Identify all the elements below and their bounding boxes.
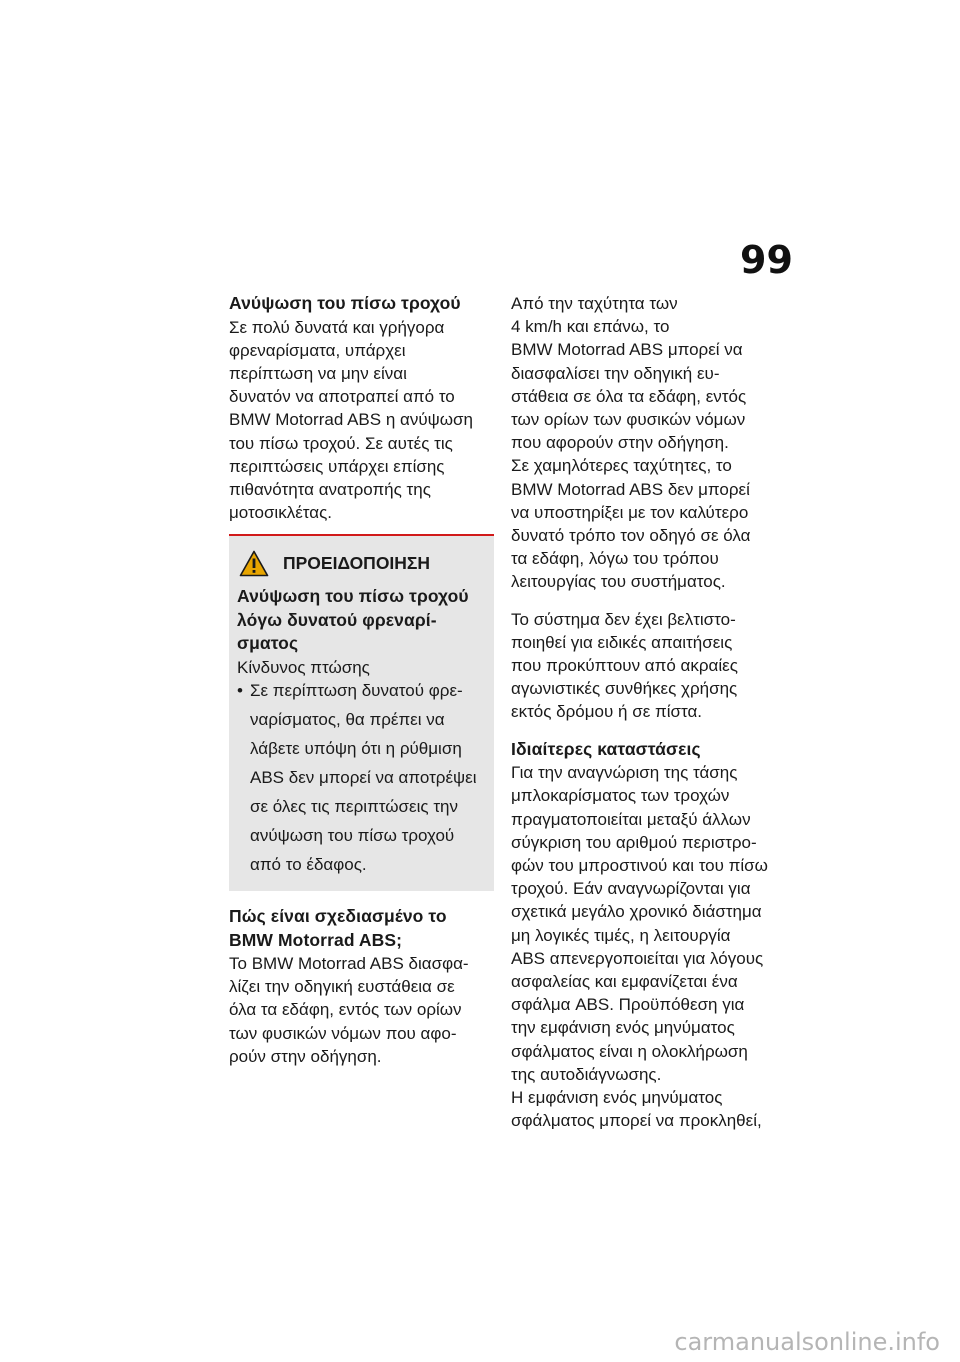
warning-heading: Ανύψωση του πίσω τροχού λόγω δυνατού φρεναρί- σματος — [237, 586, 469, 654]
warning-title: ΠΡΟΕΙΔΟΠΟΙΗΣΗ — [283, 553, 431, 574]
section-body-rear-wheel-lift: Σε πολύ δυνατά και γρήγορα φρεναρίσματα, υπάρχει περίπτωση να μην είναι δυνατόν να αποτραπεί από το BMW Motorrad ABS η ανύψωση του πίσω τροχού. Σε αυτές τις περιπτώσεις υπάρχει επίσης πιθανότητα ανατροπής της μοτοσικλέτας. — [229, 317, 473, 523]
right-column — [511, 292, 786, 1132]
warning-box — [229, 536, 494, 891]
warning-subheading: Κίνδυνος πτώσης — [237, 657, 370, 677]
section-heading-special-situations: Ιδιαίτερες καταστάσεις — [511, 738, 701, 759]
footer-watermark: carmanualsonline.info — [674, 1328, 940, 1356]
paragraph-speed-range: Από την ταχύτητα των 4 km/h και επάνω, το BMW Motorrad ABS μπορεί να διασφαλίσει την οδηγική ευ- στάθεια σε όλα τα εδάφη, εντός των ορίων των φυσικών νόμων που αφορούν στην οδήγηση. Σε χαμηλότερες ταχύτητες, το BMW Motorrad ABS δεν μπορεί να υποστηρίξει με τον καλύτερο δυνατό τρόπο τον οδηγό σε όλα τα εδάφη, λόγω του τρόπου λειτουργίας του συστήματος. — [511, 294, 751, 592]
section-body-abs-design: Το BMW Motorrad ABS διασφα- λίζει την οδηγική ευστάθεια σε όλα τα εδάφη, εντός των ορίων των φυσικών νόμων που αφο- ρούν στην οδήγηση. — [229, 954, 469, 1066]
page-number: 99 — [740, 238, 793, 282]
warning-triangle-icon — [239, 550, 269, 577]
bullet-icon: • — [237, 681, 243, 701]
paragraph-racing-conditions: Το σύστημα δεν έχει βελτιστο- ποιηθεί για ειδικές απαιτήσεις που προκύπτουν από ακραίες αγωνιστικές συνθήκες χρήσης εκτός δρόμου ή σε πίστα. — [511, 609, 738, 722]
left-column — [229, 292, 494, 1068]
section-heading-rear-wheel-lift: Ανύψωση του πίσω τροχού — [229, 293, 461, 313]
section-heading-abs-design: Πώς είναι σχεδιασμένο το BMW Motorrad ABS; — [229, 906, 447, 950]
warning-header — [239, 550, 486, 577]
warning-bullet-text: Σε περίπτωση δυνατού φρε- ναρίσματος, θα πρέπει να λάβετε υπόψη ότι η ρύθμιση ABS δεν μπορεί να αποτρέψει σε όλες τις περιπτώσεις την ανύψωση του πίσω τροχού από το έδαφος. — [250, 681, 477, 875]
section-body-special-situations: Για την αναγνώριση της τάσης μπλοκαρίσματος των τροχών πραγματοποιείται μεταξύ άλλων σύγκριση του αριθμού περιστρο- φών του μπροστινού και του πίσω τροχού. Εάν αναγνωρίζονται για σχετικά μεγάλο χρονικό διάστημα μη λογικές τιμές, η λειτουργία ABS απενεργοποιείται για λόγους ασφαλείας και εμφανίζεται ένα σφάλμα ABS. Προϋπόθεση για την εμφάνιση ενός μηνύματος σφάλματος είναι η ολοκλήρωση της αυτοδιάγνωσης. Η εμφάνιση ενός μηνύματος σφάλματος μπορεί να προκληθεί, — [511, 763, 768, 1131]
warning-bullet-item — [237, 679, 486, 879]
